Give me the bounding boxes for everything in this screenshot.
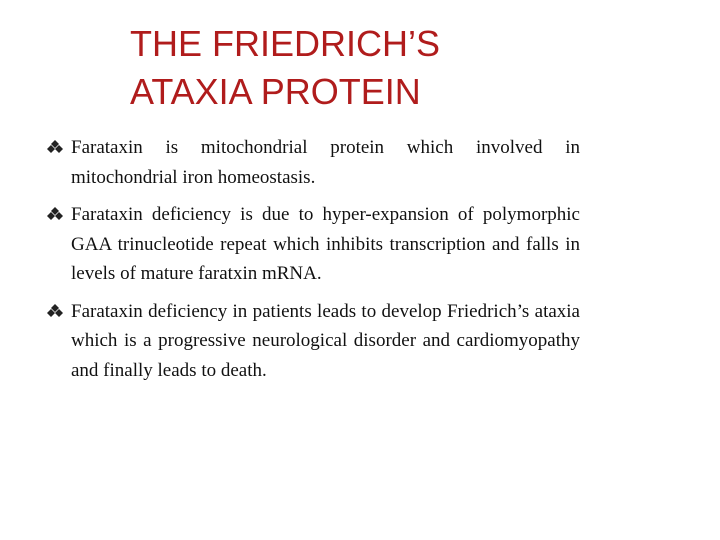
diamond-bullet-icon	[46, 139, 64, 155]
bullet-item	[46, 200, 580, 289]
bullet-list	[46, 133, 580, 393]
bullet-item	[46, 133, 580, 192]
diamond-bullet-icon	[46, 303, 64, 319]
bullet-text: Farataxin deficiency in patients leads to develop Friedrich’s ataxia which is a progressive neurological disorder and cardiomyopathy and finally leads to death.	[71, 300, 580, 381]
bullet-text: Farataxin is mitochondrial protein which involved in mitochondrial iron homeostasis.	[71, 137, 580, 188]
slide-title	[130, 20, 590, 116]
bullet-text: Farataxin deficiency is due to hyper-expansion of polymorphic GAA trinucleotide repeat which inhibits transcription and falls in levels of mature faratxin mRNA.	[71, 204, 580, 284]
diamond-bullet-icon	[46, 206, 64, 222]
bullet-item	[46, 297, 580, 386]
slide-title-line-2: ATAXIA PROTEIN	[130, 71, 421, 112]
slide-title-line-1: THE FRIEDRICH’S	[130, 23, 441, 64]
